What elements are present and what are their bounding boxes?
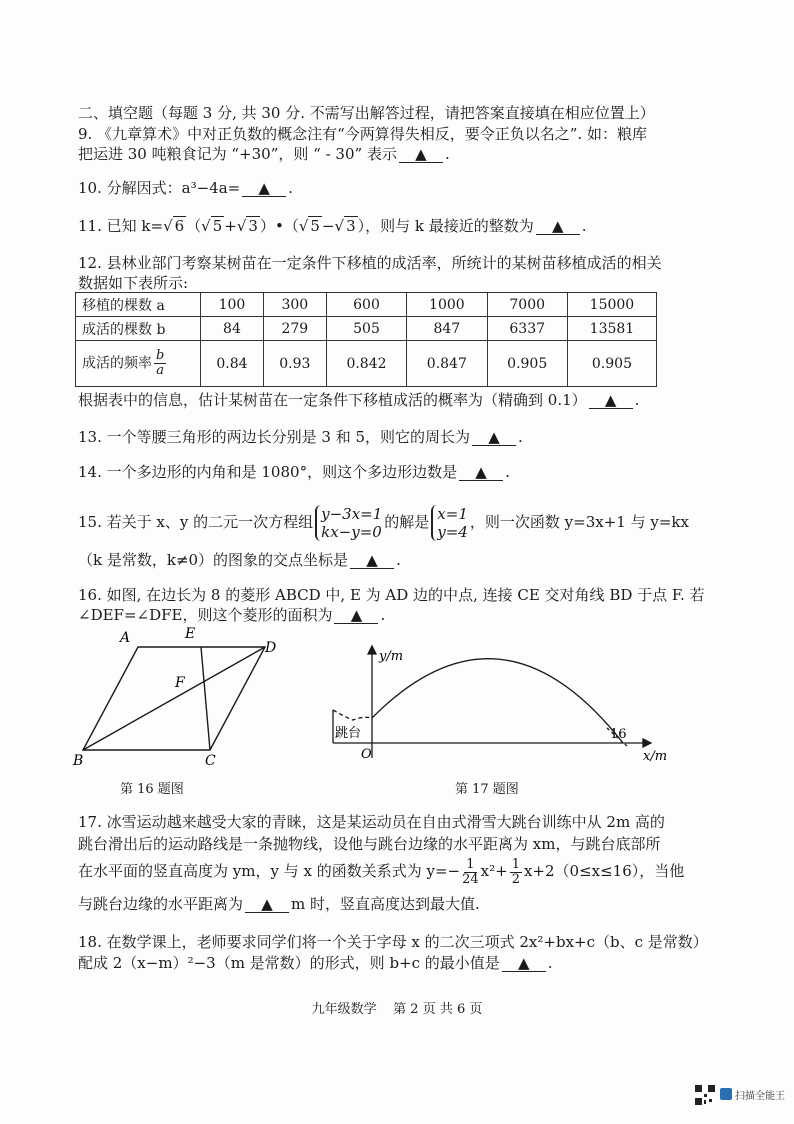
- label-f: F: [175, 675, 185, 691]
- figure-16-caption: 第 16 题图: [120, 782, 184, 797]
- q17-line1: 17. 冰雪运动越来越受大家的青睐，这是某运动员在自由式滑雪大跳台训练中从 2m 高的: [78, 813, 665, 831]
- table-row: [76, 293, 657, 317]
- q17-line3: [78, 855, 684, 887]
- answer-blank: ▲: [399, 146, 443, 163]
- answer-blank: ▲: [589, 392, 633, 409]
- label-c: C: [205, 753, 216, 769]
- ski-trajectory: [372, 659, 623, 743]
- segment-ce: [201, 647, 210, 750]
- figure-16: [70, 625, 290, 775]
- table-cell: 847: [407, 317, 487, 341]
- table-cell: 0.905: [487, 341, 567, 387]
- q11: 11. 已知 k=√ 6 （√ 5 +√ 3 ）•（√ 5 −√ 3 ），则与 k 最接近的整数为 ▲ .: [78, 217, 587, 235]
- qr-code-icon: [694, 1084, 716, 1106]
- fraction-1-2: $\frac{1}{2}$: [511, 856, 520, 887]
- q12-after-text: 根据表中的信息，估计某树苗在一定条件下移植成活的概率为（精确到 0.1）: [78, 391, 587, 409]
- q13-text: 13. 一个等腰三角形的两边长分别是 3 和 5，则它的周长为: [78, 428, 471, 446]
- table-cell: 15000: [567, 293, 656, 317]
- y-axis-arrow: [368, 646, 376, 654]
- figure-17-caption: 第 17 题图: [455, 782, 519, 797]
- data-table: [75, 292, 657, 387]
- q18-line2-text: 配成 2（x−m）²−3（m 是常数）的形式，则 b+c 的最小值是: [78, 954, 500, 972]
- table-row: [76, 317, 657, 341]
- table-cell: 1000: [407, 293, 487, 317]
- label-d: D: [265, 640, 277, 656]
- y-axis-label: y/m: [379, 649, 404, 664]
- q9-line1: 9. 《九章算术》中对正负数的概念注有“今两算得失相反，要令正负以名之”. 如：粮库: [78, 125, 647, 143]
- q17-line4-b: m 时，竖直高度达到最大值.: [291, 895, 480, 913]
- table-cell: 279: [263, 317, 326, 341]
- table-cell: 84: [201, 317, 264, 341]
- q9-text: 把运进 30 吨粮食记为 “+30”，则 “ - 30” 表示: [78, 145, 397, 163]
- table-cell: 505: [326, 317, 406, 341]
- table-cell: 300: [263, 293, 326, 317]
- table-row: [76, 341, 657, 387]
- solution-system: [431, 505, 468, 541]
- fraction-b-over-a: $\frac{b}{a}$: [156, 348, 165, 378]
- q15-line2-text: （k 是常数，k≠0）的图象的交点坐标是: [78, 551, 349, 569]
- q14-text: 14. 一个多边形的内角和是 1080°，则这个多边形边数是: [78, 463, 458, 481]
- answer-blank: ▲: [536, 218, 580, 235]
- q12-line1: 12. 县林业部门考察某树苗在一定条件下移植的成活率，所统计的某树苗移植成活的相关: [78, 254, 662, 272]
- table-cell: 600: [326, 293, 406, 317]
- answer-blank: ▲: [334, 607, 378, 624]
- equation-1: y−3x=1: [321, 505, 383, 523]
- q17-line4-a: 与跳台边缘的水平距离为: [78, 895, 244, 913]
- q15-mid: 的解是: [384, 513, 430, 531]
- q17-line3-c: x+2（0≤x≤16），当他: [523, 862, 685, 880]
- q18-line2: 配成 2（x−m）²−3（m 是常数）的形式，则 b+c 的最小值是 ▲ .: [78, 954, 553, 972]
- row-label: 移植的棵数 a: [76, 293, 201, 317]
- figure-17: [325, 640, 685, 770]
- table-cell: 0.847: [407, 341, 487, 387]
- table-cell: 0.84: [201, 341, 264, 387]
- x-axis-label: x/m: [643, 749, 668, 764]
- q16-line2-text: ∠DEF=∠DFE，则这个菱形的面积为: [78, 606, 333, 624]
- label-a: A: [120, 630, 131, 646]
- table-cell: 6337: [487, 317, 567, 341]
- q17-line3-b: x²+: [480, 862, 508, 880]
- fraction-1-24: $\frac{1}{24}$: [462, 856, 479, 887]
- platform-label: 跳台: [335, 726, 362, 741]
- scanner-app-icon: [720, 1088, 732, 1100]
- table-cell: 7000: [487, 293, 567, 317]
- q18-line1: 18. 在数学课上，老师要求同学们将一个关于字母 x 的二次三项式 2x²+bx+c（b、c 是常数）: [78, 933, 708, 951]
- answer-blank: ▲: [459, 464, 503, 481]
- origin-label: O: [361, 747, 372, 762]
- answer-blank: ▲: [502, 955, 546, 972]
- label-b: B: [73, 753, 84, 769]
- row-label: 成活的棵数 b: [76, 317, 201, 341]
- section-header: 二、填空题（每题 3 分, 共 30 分. 不需写出解答过程，请把答案直接填在相应位置上）: [78, 104, 655, 122]
- row-label-text: 成活的频率: [82, 355, 152, 372]
- q17-line2: 跳台滑出后的运动路线是一条抛物线，设他与跳台边缘的水平距离为 xm，与跳台底部所: [78, 835, 661, 853]
- q16-line1: 16. 如图, 在边长为 8 的菱形 ABCD 中, E 为 AD 边的中点, 连接 CE 交对角线 BD 于点 F. 若: [78, 586, 705, 604]
- q15-line2: （k 是常数，k≠0）的图象的交点坐标是 ▲ .: [78, 551, 401, 569]
- label-e: E: [185, 626, 196, 642]
- table-cell: 0.93: [263, 341, 326, 387]
- q11-prefix: 11. 已知 k=: [78, 217, 164, 235]
- q10-text: 10. 分解因式：a³−4a=: [78, 179, 241, 197]
- x-axis-arrow: [643, 739, 651, 747]
- x-end-label: 16: [610, 727, 627, 742]
- equation-2: kx−y=0: [321, 523, 382, 541]
- answer-blank: ▲: [472, 429, 516, 446]
- solution-1: x=1: [437, 505, 468, 523]
- solution-2: y=4: [437, 523, 468, 541]
- q15-suffix: ，则一次函数 y=3x+1 与 y=kx: [469, 513, 689, 531]
- q16-line2: ∠DEF=∠DFE，则这个菱形的面积为 ▲ .: [78, 606, 386, 624]
- q10: 10. 分解因式：a³−4a= ▲ .: [78, 179, 293, 197]
- equation-system: [315, 505, 382, 541]
- answer-blank: ▲: [242, 180, 286, 197]
- platform-slope: [333, 710, 372, 720]
- table-cell: 100: [201, 293, 264, 317]
- answer-blank: ▲: [350, 552, 394, 569]
- answer-blank: ▲: [245, 896, 289, 913]
- q12-after: 根据表中的信息，估计某树苗在一定条件下移植成活的概率为（精确到 0.1） ▲ .: [78, 391, 640, 409]
- table-cell: 0.905: [567, 341, 656, 387]
- q14: 14. 一个多边形的内角和是 1080°，则这个多边形边数是 ▲ .: [78, 463, 510, 481]
- page-footer: 九年级数学 第 2 页 共 6 页: [311, 1002, 483, 1017]
- table-cell: 13581: [567, 317, 656, 341]
- q11-mid: ，则与 k 最接近的整数为: [365, 217, 534, 235]
- scanner-brand: 扫描全能王: [735, 1091, 785, 1102]
- q17-line3-a: 在水平面的竖直高度为 ym，y 与 x 的函数关系式为 y=−: [78, 862, 461, 880]
- q17-line4: [78, 894, 480, 914]
- row-label: [76, 341, 201, 387]
- q9-line2: 把运进 30 吨粮食记为 “+30”，则 “ - 30” 表示 ▲ .: [78, 145, 450, 163]
- scanner-stamp: [694, 1082, 786, 1108]
- q13: 13. 一个等腰三角形的两边长分别是 3 和 5，则它的周长为 ▲ .: [78, 428, 523, 446]
- table-cell: 0.842: [326, 341, 406, 387]
- q15-prefix: 15. 若关于 x、y 的二元一次方程组: [78, 513, 314, 531]
- q12-line2: 数据如下表所示:: [78, 274, 189, 292]
- q15-line1: [78, 502, 689, 542]
